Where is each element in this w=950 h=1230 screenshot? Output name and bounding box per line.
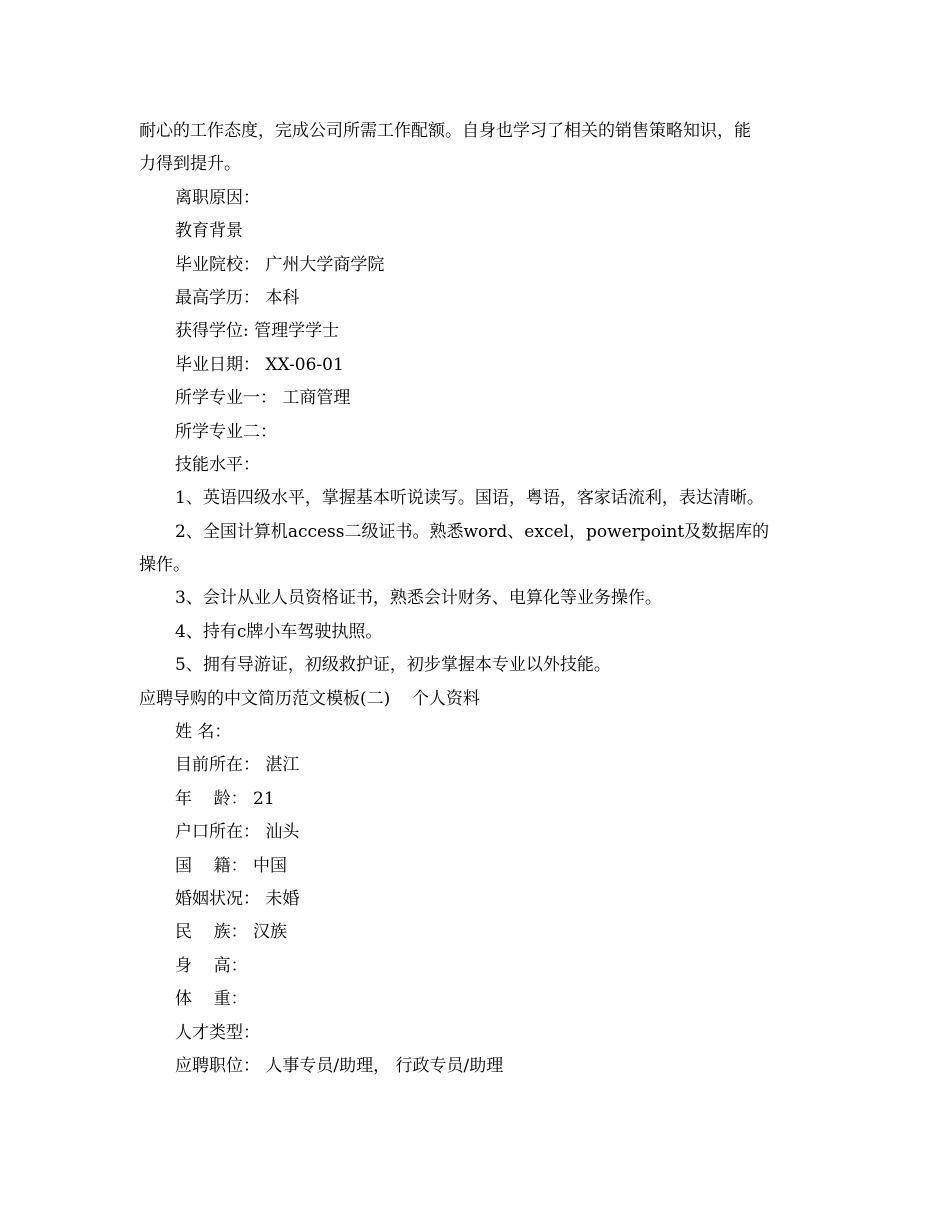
text-line: 力得到提升。 [139, 154, 241, 175]
text-line: 2、全国计算机access二级证书。熟悉word、excel，powerpoint及数据库的 [175, 521, 770, 542]
text-line: 毕业日期： XX-06-01 [175, 354, 344, 375]
text-line: 技能水平： [175, 454, 260, 475]
text-line: 人才类型： [175, 1022, 260, 1043]
text-line: 所学专业一： 工商管理 [175, 388, 351, 409]
text-line: 教育背景 [175, 221, 243, 242]
text-line: 1、英语四级水平，掌握基本听说读写。国语，粤语，客家话流利，表达清晰。 [175, 488, 764, 509]
text-line: 应聘职位： 人事专员/助理， 行政专员/助理 [175, 1055, 504, 1076]
text-line: 4、持有c牌小车驾驶执照。 [175, 621, 383, 642]
text-line: 国 籍： 中国 [175, 855, 288, 876]
text-line: 姓 名： [175, 722, 232, 743]
text-line: 离职原因： [175, 187, 260, 208]
text-line: 体 重： [175, 989, 248, 1010]
text-line: 身 高： [175, 955, 248, 976]
text-line: 应聘导购的中文简历范文模板(二) 个人资料 [139, 688, 480, 709]
text-line: 所学专业二： [175, 421, 277, 442]
text-line: 操作。 [139, 555, 190, 576]
text-line: 毕业院校： 广州大学商学院 [175, 254, 385, 275]
text-line: 获得学位: 管理学学士 [175, 321, 340, 342]
text-line: 5、拥有导游证，初级救护证，初步掌握本专业以外技能。 [175, 655, 611, 676]
text-line: 婚姻状况： 未婚 [175, 888, 300, 909]
text-line: 目前所在： 湛江 [175, 755, 300, 776]
document-body [139, 115, 819, 1083]
text-line: 民 族： 汉族 [175, 922, 288, 943]
text-line: 3、会计从业人员资格证书，熟悉会计财务、电算化等业务操作。 [175, 588, 662, 609]
text-line: 年 龄： 21 [175, 788, 275, 809]
text-line: 耐心的工作态度，完成公司所需工作配额。自身也学习了相关的销售策略知识，能 [139, 121, 751, 141]
text-line: 最高学历： 本科 [175, 287, 300, 308]
text-line: 户口所在： 汕头 [175, 822, 300, 843]
